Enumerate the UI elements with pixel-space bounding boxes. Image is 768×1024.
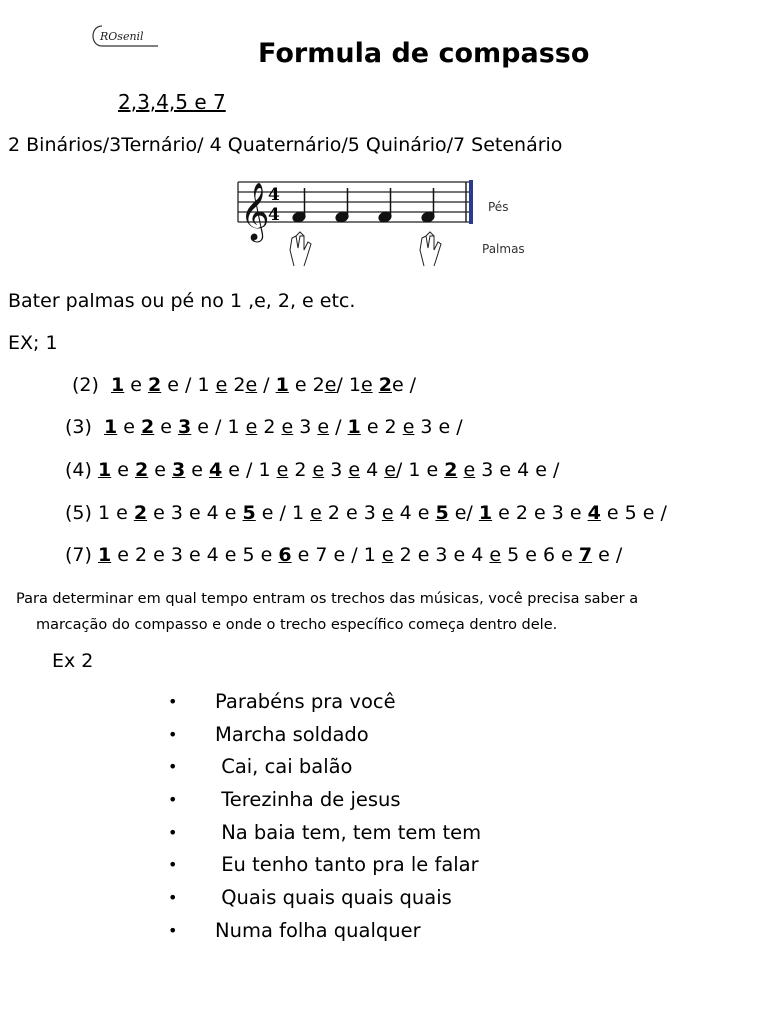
count-token: e (324, 374, 337, 396)
count-token: (3) (65, 416, 104, 438)
time-sig-bottom: 4 (268, 205, 280, 225)
count-token: 2 (288, 459, 313, 481)
song-list (168, 688, 481, 950)
example-2-label: Ex 2 (52, 650, 94, 672)
count-token: 3 (324, 459, 349, 481)
palmas-label: Palmas (482, 242, 525, 256)
instruction-text: Bater palmas ou pé no 1 ,e, 2, e etc. (8, 290, 356, 312)
count-token: e / (391, 374, 417, 396)
count-token: e (276, 459, 289, 481)
count-token: e 2 (360, 416, 403, 438)
bullet-icon: • (168, 724, 178, 744)
clapping-hands-icon (290, 232, 441, 266)
time-sig-top: 4 (268, 185, 280, 205)
count-token: 4 (587, 502, 601, 524)
count-token: e (245, 416, 258, 438)
pes-label: Pés (488, 200, 509, 214)
count-token: e (154, 416, 179, 438)
count-token: / 1 (336, 374, 361, 396)
count-token: 6 (278, 544, 292, 566)
count-row-2 (72, 374, 416, 396)
count-token: e / 1 (222, 459, 277, 481)
count-token: e (317, 416, 330, 438)
count-token: e (348, 459, 361, 481)
bullet-icon: • (168, 692, 178, 711)
count-token: 1 (275, 374, 289, 396)
count-token: 2 (148, 374, 162, 396)
count-token: 4 e (393, 502, 436, 524)
count-row-4 (65, 459, 559, 481)
count-token: e (148, 459, 172, 481)
count-row-7 (65, 544, 622, 566)
count-token: e (215, 374, 228, 396)
count-token: / (329, 416, 348, 438)
count-token: 2 (227, 374, 246, 396)
page-title: Formula de compasso (258, 38, 590, 69)
count-token: e / (592, 544, 623, 566)
count-token: e 2 (288, 374, 325, 396)
example-1-label: EX; 1 (8, 332, 58, 354)
count-token: (5) 1 e (65, 502, 134, 524)
count-token: e 7 e / 1 (291, 544, 382, 566)
count-token: e (360, 374, 373, 396)
count-token: 2 (141, 416, 155, 438)
count-token: 2 (257, 416, 282, 438)
count-token: 5 e 6 e (501, 544, 579, 566)
count-token: 2 (133, 502, 148, 524)
treble-clef-icon: 𝄞 (240, 182, 270, 240)
list-item: • Cai, cai balão (168, 753, 481, 786)
count-token: e (381, 502, 394, 524)
count-token: e / 1 (255, 502, 311, 524)
count-token: e 3 e 4 e (147, 502, 243, 524)
count-token: 3 (171, 459, 186, 481)
count-token: 5 (435, 502, 449, 524)
paragraph-line-1: Para determinar em qual tempo entram os trechos das músicas, você precisa saber a (16, 591, 639, 607)
paragraph-line-2: marcação do compasso e onde o trecho específico começa dentro dele. (36, 617, 558, 633)
bullet-icon: • (168, 888, 178, 908)
count-token: 2 (378, 374, 392, 396)
count-token: 2 e 3 e 4 (393, 544, 490, 566)
count-token: (2) (72, 374, 111, 396)
count-token: 7 (578, 544, 593, 566)
count-token: e (312, 459, 325, 481)
list-item: • Eu tenho tanto pra le falar (168, 851, 481, 884)
count-token: 2 (444, 459, 458, 481)
count-token: 2 e 3 (321, 502, 382, 524)
count-token: e (281, 416, 294, 438)
logo (88, 22, 162, 50)
bullet-icon: • (168, 757, 178, 777)
count-token: 2 (134, 459, 149, 481)
list-item: • Marcha soldado (168, 721, 481, 754)
count-token: e / 1 (191, 416, 246, 438)
count-token: 5 (242, 502, 256, 524)
count-token: 1 (104, 416, 118, 438)
quarter-notes (292, 188, 435, 223)
count-token: 3 (178, 416, 192, 438)
explanation-paragraph (16, 586, 756, 638)
count-token: / 1 e (395, 459, 445, 481)
count-token: (4) (65, 459, 98, 481)
count-token: e / 1 (161, 374, 216, 396)
count-token: e (117, 416, 142, 438)
count-token: (7) (65, 544, 98, 566)
count-token: 1 (347, 416, 361, 438)
count-token: e (384, 459, 396, 481)
count-token: 4 (360, 459, 385, 481)
count-token: e (489, 544, 502, 566)
list-item: • Numa folha qualquer (168, 917, 481, 950)
count-token: 1 (111, 374, 125, 396)
count-token: 3 (293, 416, 318, 438)
count-row-3 (65, 416, 463, 438)
bullet-icon: • (168, 822, 178, 842)
count-row-5 (65, 502, 667, 524)
bullet-icon: • (168, 790, 178, 810)
list-item: • Parabéns pra você (168, 688, 481, 721)
bullet-icon: • (168, 920, 178, 940)
count-token: 1 (478, 502, 493, 524)
list-item: • Na baia tem, tem tem tem (168, 819, 481, 852)
count-token: e (111, 459, 135, 481)
count-token: e (402, 416, 415, 438)
count-token: e (185, 459, 209, 481)
list-item: • Terezinha de jesus (168, 786, 481, 819)
count-token: e (463, 459, 476, 481)
count-token: 3 e 4 e / (475, 459, 560, 481)
count-token: 4 (209, 459, 223, 481)
count-token: 3 e / (414, 416, 463, 438)
count-token: e/ (448, 502, 479, 524)
count-token: 1 (97, 544, 112, 566)
time-numbers: 2,3,4,5 e 7 (118, 90, 226, 114)
count-token: e 2 e 3 e (492, 502, 588, 524)
count-token: e (310, 502, 322, 524)
meter-types: 2 Binários/3Ternário/ 4 Quaternário/5 Quinário/7 Setenário (8, 134, 563, 156)
count-token: e 2 e 3 e 4 e 5 e (111, 544, 279, 566)
bullet-icon: • (168, 855, 178, 875)
count-token: e (245, 374, 258, 396)
logo-text: ROsenil (100, 30, 144, 43)
count-token: / (257, 374, 276, 396)
count-token: e 5 e / (600, 502, 667, 524)
count-token: 1 (97, 459, 112, 481)
count-token: e (381, 544, 394, 566)
list-item: • Quais quais quais quais (168, 884, 481, 917)
count-token: e (124, 374, 149, 396)
